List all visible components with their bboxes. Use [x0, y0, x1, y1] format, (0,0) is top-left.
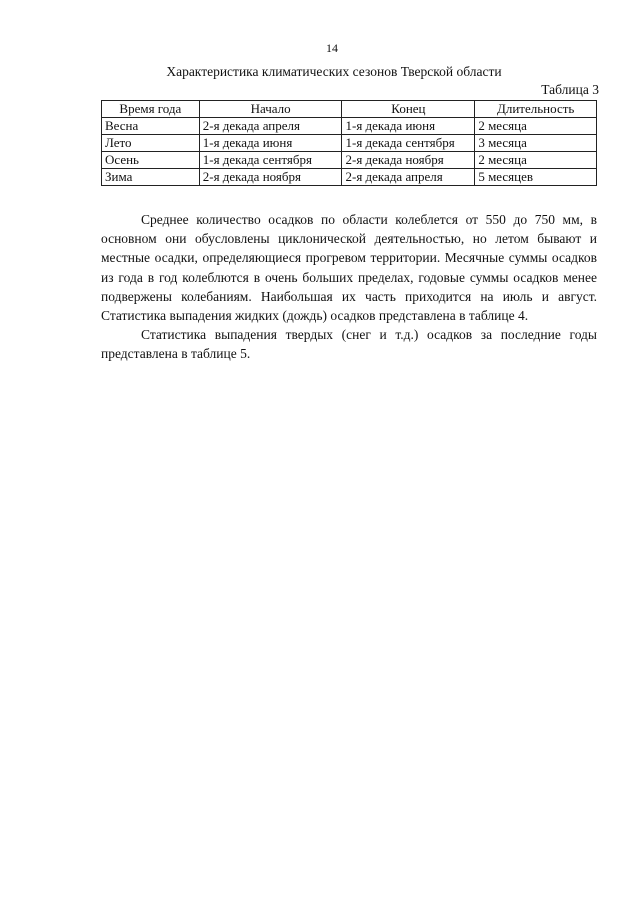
- table-row: [102, 169, 597, 186]
- cell-duration: 2 месяца: [475, 152, 597, 169]
- table-row: [102, 135, 597, 152]
- paragraph: Среднее количество осадков по области колеблется от 550 до 750 мм, в основном они обусловлены циклонической деятельностью, но летом бывают и местные осадки, определяющиеся прогревом территории. Месячные суммы осадков из года в год колеблются в очень больших пределах, годовые суммы осадков менее подвержены колебаниям. Наибольшая их часть приходится на июль и август. Статистика выпадения жидких (дождь) осадков представлена в таблице 4.: [101, 212, 597, 324]
- cell-start: 2-я декада ноября: [199, 169, 342, 186]
- table-header-row: [102, 101, 597, 118]
- header-season: Время года: [102, 101, 200, 118]
- cell-duration: 2 месяца: [475, 118, 597, 135]
- table-row: [102, 118, 597, 135]
- cell-end: 2-я декада апреля: [342, 169, 475, 186]
- cell-end: 2-я декада ноября: [342, 152, 475, 169]
- page-number: 14: [326, 41, 338, 55]
- header-duration: Длительность: [475, 101, 597, 118]
- table-title: Характеристика климатических сезонов Тверской области: [166, 64, 502, 79]
- header-end: Конец: [342, 101, 475, 118]
- cell-start: 1-я декада июня: [199, 135, 342, 152]
- cell-start: 1-я декада сентября: [199, 152, 342, 169]
- header-start: Начало: [199, 101, 342, 118]
- cell-season: Весна: [102, 118, 200, 135]
- cell-season: Осень: [102, 152, 200, 169]
- cell-duration: 5 месяцев: [475, 169, 597, 186]
- body-text: [101, 210, 597, 364]
- cell-end: 1-я декада сентября: [342, 135, 475, 152]
- cell-start: 2-я декада апреля: [199, 118, 342, 135]
- table-row: [102, 152, 597, 169]
- cell-season: Лето: [102, 135, 200, 152]
- table-caption: Таблица 3: [541, 82, 599, 97]
- cell-season: Зима: [102, 169, 200, 186]
- seasons-table: [101, 100, 597, 186]
- paragraph: Статистика выпадения твердых (снег и т.д.) осадков за последние годы представлена в таблице 5.: [101, 327, 597, 362]
- cell-duration: 3 месяца: [475, 135, 597, 152]
- cell-end: 1-я декада июня: [342, 118, 475, 135]
